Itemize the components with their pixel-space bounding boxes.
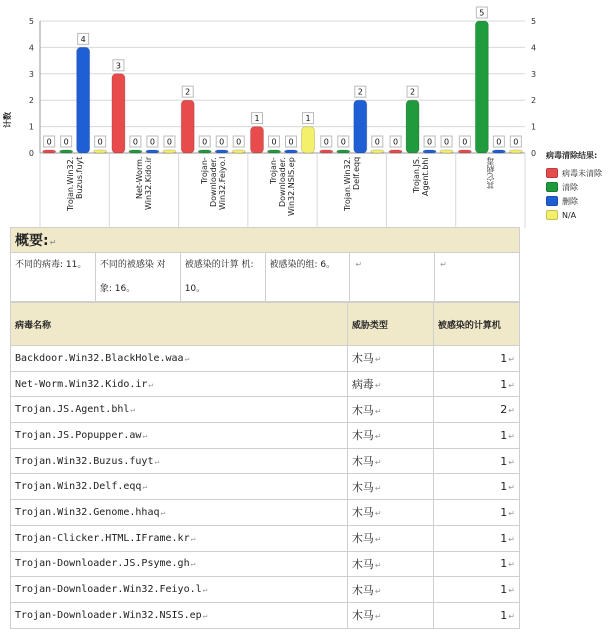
legend-item (546, 167, 615, 179)
data-label: 1 (305, 114, 311, 124)
legend-swatch (546, 182, 558, 192)
virus-name-cell: Trojan-Downloader.Win32.NSIS.ep↵ (11, 602, 348, 628)
bar (320, 150, 333, 153)
threat-type-cell: 木马↵ (347, 577, 433, 603)
bar (129, 150, 142, 153)
virus-name-cell: Backdoor.Win32.BlackHole.waa↵ (11, 346, 348, 372)
summary-stats-row (11, 253, 520, 302)
summary-cell: ↵ (350, 253, 435, 302)
virus-name-cell: Trojan-Clicker.HTML.IFrame.kr↵ (11, 525, 348, 551)
virus-name-cell: Trojan-Downloader.Win32.Feiyo.l↵ (11, 577, 348, 603)
y-tick-label: 3 (28, 69, 34, 79)
data-label: 2 (410, 87, 416, 97)
chart-legend (546, 150, 615, 223)
y-tick-label: 1 (28, 122, 34, 132)
legend-label: 病毒未清除 (562, 168, 602, 178)
x-tick-label: 其它病毒 (485, 157, 495, 189)
threat-type-cell: 木马↵ (347, 474, 433, 500)
summary-title: 概要:↵ (11, 228, 520, 253)
data-label: 0 (132, 137, 138, 147)
threat-type-cell: 木马↵ (347, 346, 433, 372)
y-tick-label-right: 2 (531, 96, 537, 106)
legend-swatch (546, 168, 558, 178)
bar (354, 100, 367, 153)
count-cell: 1↵ (433, 474, 519, 500)
threat-type-cell: 木马↵ (347, 500, 433, 526)
bar (163, 150, 176, 153)
virus-chart (0, 0, 615, 228)
legend-label: 清除 (562, 182, 578, 192)
bar (302, 127, 315, 153)
data-label: 0 (63, 137, 69, 147)
bar (251, 127, 264, 153)
threat-type-cell: 木马↵ (347, 551, 433, 577)
data-label: 3 (115, 61, 121, 71)
data-label: 5 (479, 8, 485, 18)
bar (406, 100, 419, 153)
summary-cell: 被感染的计算 机: 10。 (180, 253, 265, 302)
data-label: 0 (288, 137, 294, 147)
table-header-row (11, 303, 520, 346)
legend-label: 删除 (562, 196, 578, 206)
summary-cell: ↵ (435, 253, 520, 302)
table-row (11, 346, 520, 372)
count-cell: 1↵ (433, 602, 519, 628)
data-label: 1 (254, 114, 260, 124)
y-tick-label-right: 4 (531, 43, 537, 53)
table-row (11, 423, 520, 449)
bar (94, 150, 107, 153)
data-label: 0 (393, 137, 399, 147)
y-axis-label: 计数 (3, 112, 12, 128)
y-tick-label: 4 (28, 43, 34, 53)
data-label: 0 (46, 137, 52, 147)
virus-name-cell: Trojan.Win32.Buzus.fuyt↵ (11, 448, 348, 474)
bar (423, 150, 436, 153)
bar (268, 150, 281, 153)
bar (60, 150, 73, 153)
count-cell: 1↵ (433, 346, 519, 372)
table-row (11, 602, 520, 628)
threat-type-cell: 病毒↵ (347, 371, 433, 397)
bar (112, 74, 125, 153)
x-tick-label: Trojan- Downloader. Win32.Feiyo.l (199, 157, 227, 211)
legend-title: 病毒清除结果: (546, 151, 598, 160)
y-tick-label: 0 (28, 149, 34, 158)
table-row (11, 577, 520, 603)
x-tick-label: Trojan.Win32. Delf.eqq (342, 157, 361, 212)
virus-name-cell: Trojan-Downloader.JS.Psyme.gh↵ (11, 551, 348, 577)
data-label: 4 (80, 34, 86, 44)
virus-name-cell: Trojan.Win32.Genome.hhaq↵ (11, 500, 348, 526)
legend-item (546, 181, 615, 193)
data-label: 0 (496, 137, 502, 147)
table-row (11, 474, 520, 500)
y-tick-label: 5 (28, 17, 34, 26)
bar (509, 150, 522, 153)
count-cell: 1↵ (433, 371, 519, 397)
bar (232, 150, 245, 153)
data-label: 0 (374, 137, 380, 147)
bar (285, 150, 298, 153)
bar (146, 150, 159, 153)
data-label: 0 (323, 137, 329, 147)
bar (389, 150, 402, 153)
bar (371, 150, 384, 153)
count-cell: 1↵ (433, 525, 519, 551)
threat-type-cell: 木马↵ (347, 423, 433, 449)
count-cell: 1↵ (433, 423, 519, 449)
bar (77, 47, 90, 153)
bar (215, 150, 228, 153)
count-cell: 1↵ (433, 500, 519, 526)
virus-name-cell: Net-Worm.Win32.Kido.ir↵ (11, 371, 348, 397)
summary-cell: 不同的被感染 对象: 16。 (95, 253, 180, 302)
bar (337, 150, 350, 153)
threat-type-cell: 木马↵ (347, 448, 433, 474)
table-row (11, 551, 520, 577)
col-infected-computers: 被感染的计算机 (433, 303, 519, 346)
y-tick-label-right: 1 (531, 122, 537, 132)
bar (43, 150, 56, 153)
data-label: 0 (236, 137, 242, 147)
virus-name-cell: Trojan.JS.Agent.bhl↵ (11, 397, 348, 423)
data-label: 2 (185, 87, 191, 97)
data-label: 0 (427, 137, 433, 147)
data-label: 0 (166, 137, 172, 147)
legend-swatch (546, 196, 558, 206)
table-row (11, 371, 520, 397)
summary-cell: 不同的病毒: 11。 (11, 253, 96, 302)
data-label: 0 (444, 137, 450, 147)
chart-svg (0, 0, 615, 228)
bar (181, 100, 194, 153)
count-cell: 1↵ (433, 551, 519, 577)
data-label: 0 (97, 137, 103, 147)
bar (458, 150, 471, 153)
data-label: 0 (340, 137, 346, 147)
bar (492, 150, 505, 153)
col-virus-name: 病毒名称 (11, 303, 348, 346)
x-tick-label: Net-Worm. Win32.Kido.ir (134, 157, 153, 211)
data-label: 2 (357, 87, 363, 97)
y-tick-label-right: 0 (531, 149, 537, 158)
count-cell: 1↵ (433, 448, 519, 474)
summary-cell: 被感染的组: 6。 (265, 253, 350, 302)
col-threat-type: 威胁类型 (347, 303, 433, 346)
count-cell: 1↵ (433, 577, 519, 603)
legend-item (546, 209, 615, 221)
x-tick-label: Trojan.Win32. Buzus.fuyt (65, 157, 84, 212)
threat-type-cell: 木马↵ (347, 602, 433, 628)
x-tick-label: Trojan.JS. Agent.bhl (412, 157, 431, 196)
summary-table (10, 227, 520, 302)
table-row (11, 525, 520, 551)
legend-swatch (546, 210, 558, 220)
x-tick-label: Trojan- Downloader. Win32.NSIS.ep (269, 157, 296, 216)
legend-item (546, 195, 615, 207)
data-label: 0 (462, 137, 468, 147)
data-label: 0 (271, 137, 277, 147)
virus-name-cell: Trojan.Win32.Delf.eqq↵ (11, 474, 348, 500)
threat-type-cell: 木马↵ (347, 525, 433, 551)
count-cell: 2↵ (433, 397, 519, 423)
data-label: 0 (149, 137, 155, 147)
y-tick-label-right: 5 (531, 17, 537, 26)
virus-name-cell: Trojan.JS.Popupper.aw↵ (11, 423, 348, 449)
data-label: 0 (202, 137, 208, 147)
table-row (11, 500, 520, 526)
bar (198, 150, 211, 153)
threat-type-cell: 木马↵ (347, 397, 433, 423)
table-row (11, 397, 520, 423)
summary-section (10, 227, 520, 629)
y-tick-label: 2 (28, 96, 34, 106)
data-label: 0 (513, 137, 519, 147)
data-label: 0 (219, 137, 225, 147)
y-tick-label-right: 3 (531, 69, 537, 79)
legend-label: N/A (562, 210, 577, 220)
table-row (11, 448, 520, 474)
bar (440, 150, 453, 153)
virus-table (10, 302, 520, 629)
bar (475, 21, 488, 153)
